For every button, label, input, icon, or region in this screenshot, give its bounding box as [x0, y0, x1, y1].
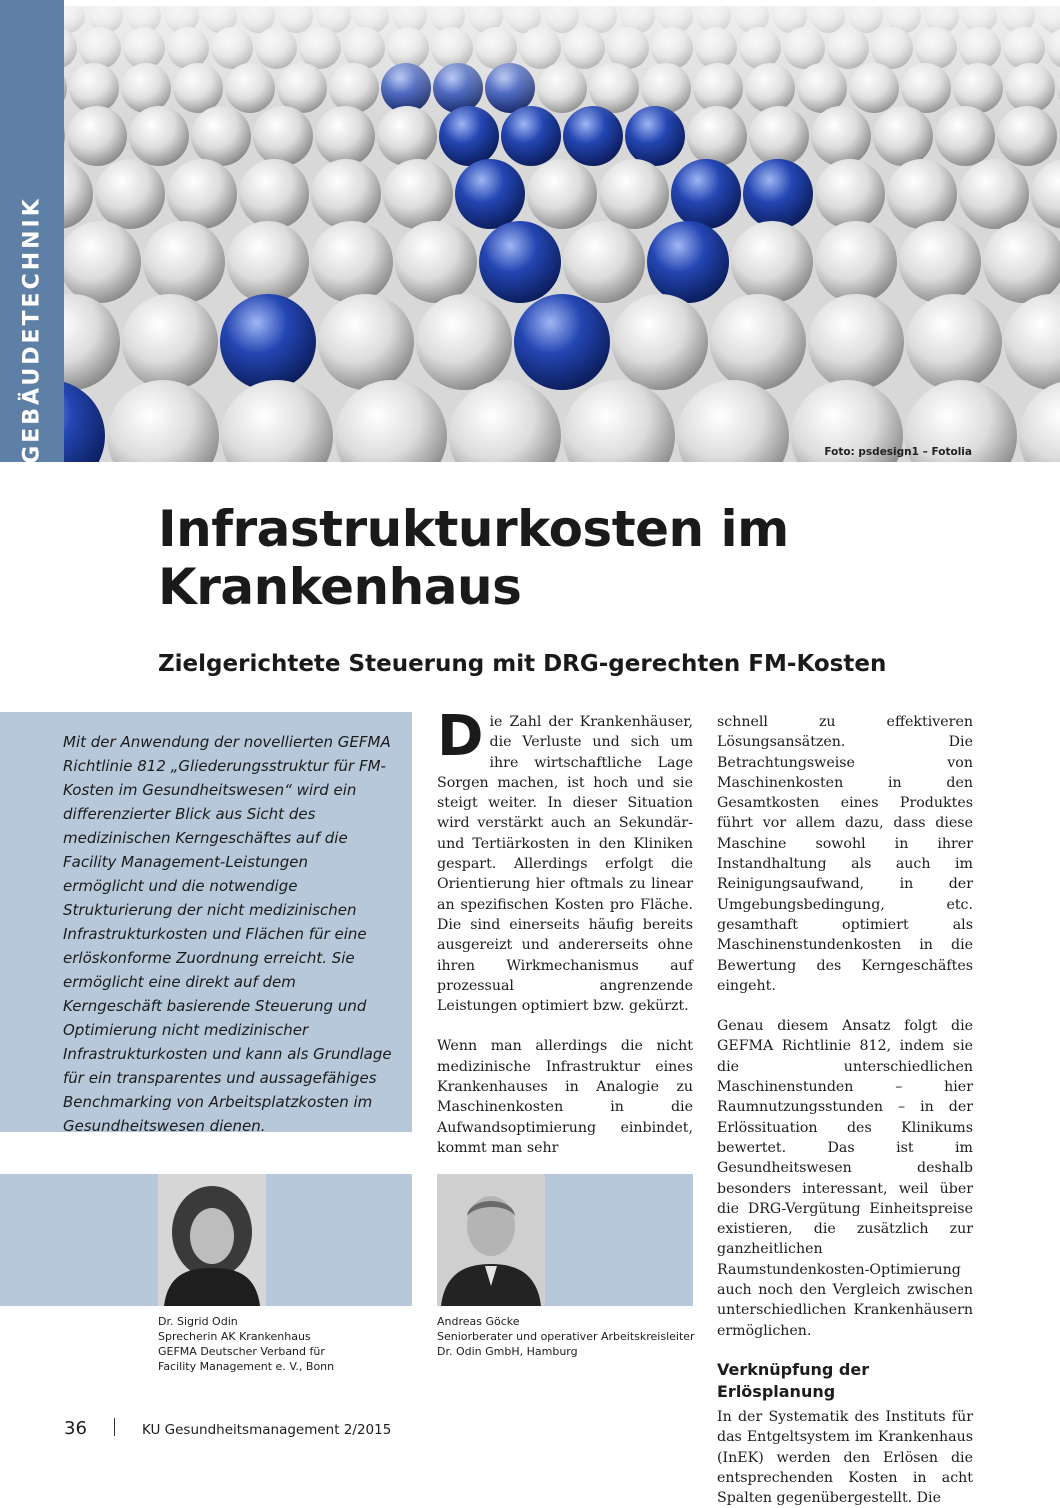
drop-cap: D [437, 704, 484, 769]
author-photo [437, 1174, 545, 1306]
paragraph: In der Systematik des Instituts für das Entgeltsystem im Krankenhaus (InEK) werden den Erlösen die entsprechenden Kosten in acht Spalten gegenübergestellt. Die [717, 1408, 973, 1507]
journal-name: KU Gesundheitsmanagement 2/2015 [142, 1422, 392, 1438]
hero-image [64, 6, 1060, 462]
text-column-2 [717, 712, 973, 1508]
footer-divider [114, 1418, 115, 1436]
abstract-box [0, 712, 412, 1135]
article-title: Infrastrukturkosten im Krankenhaus [158, 500, 789, 616]
author-photo [158, 1174, 266, 1306]
article-subtitle: Zielgerichtete Steuerung mit DRG-gerechten FM-Kosten [158, 651, 887, 677]
author-caption: Andreas Göcke Seniorberater und operativer Arbeitskreisleiter Dr. Odin GmbH, Hamburg [437, 1314, 707, 1359]
paragraph: Genau diesem Ansatz folgt die GEFMA Richtlinie 812, indem sie die unterschiedlichen Maschinenstunden – hier Raumnutzungsstunden – in der Erlössituation des Klinikums bewertet. Das ist im Gesundheitswesen deshalb besonders interessant, weil über die DRG-Vergütung Einheitspreise existieren, die zusätzlich zur ganzheitlichen Raumstundenkosten-Optimierung auch noch den Vergleich zwischen unterschiedlichen Krankenhäusern ermöglichen. [717, 1018, 973, 1339]
abstract-text: Mit der Anwendung der novellierten GEFMA Richtlinie 812 „Gliederungsstruktur für FM-Kosten im Gesundheitswesen“ wird ein differenzierter Blick aus Sicht des medizinischen Kerngeschäftes auf die Facility Management-Leistungen ermöglicht und die notwendige Strukturierung der nicht medizinischen Infrastrukturkosten und Flächen für eine erlöskonforme Zuordnung erreicht. Sie ermöglicht eine direkt auf dem Kerngeschäft basierende Steuerung und Optimierung nicht medizinischer Infrastrukturkosten und kann als Grundlage für ein transparentes und aussagefähiges Benchmarking von Arbeitsplatzkosten im Gesundheitswesen dienen. [63, 733, 392, 1135]
spheres-illustration [64, 6, 1060, 462]
text-column-1 [437, 704, 693, 1158]
author-caption: Dr. Sigrid Odin Sprecherin AK Krankenhaus GEFMA Deutscher Verband für Facility Management e. V., Bonn [158, 1314, 398, 1374]
paragraph: schnell zu effektiveren Lösungsansätzen. Die Betrachtungsweise von Maschinenkosten in den Gesamtkosten eines Produktes führt vor allem dazu, dass diese Maschine sowohl in ihrer Instandhaltung als auch im Reinigungsaufwand, in der Umgebungsbedingung, etc. gesamthaft optimiert als Maschinenstundenkosten in die Bewertung des Kerngeschäftes eingeht. [717, 714, 973, 994]
photo-credit: Foto: psdesign1 – Fotolia [824, 446, 972, 458]
section-tab [0, 0, 64, 462]
paragraph: Wenn man allerdings die nicht medizinische Infrastruktur eines Krankenhauses in Analogie zu Maschinenkosten in die Aufwandsoptimierung einbindet, kommt man sehr [437, 1038, 693, 1156]
section-label: GEBÄUDETECHNIK [19, 196, 45, 464]
section-heading: Verknüpfung der Erlösplanung [717, 1359, 870, 1401]
author-name: Dr. Sigrid Odin [158, 1315, 238, 1328]
page-number: 36 [64, 1418, 87, 1439]
author-name: Andreas Göcke [437, 1315, 520, 1328]
intro-paragraph: Die Zahl der Krankenhäuser, die Verluste und sich um ihre wirtschaftliche Lage Sorgen machen, ist hoch und sie steigt weiter. In dieser Situation wird verstärkt auch an Sekundär- und Tertiärkosten in den Kliniken gespart. Allerdings erfolgt die Orientierung hier oftmals zu linear an spezifischen Kosten pro Fläche. Die sind einerseits häufig bereits ausgereizt und andererseits ohne ihren Wirkmechanismus auf prozessual angrenzende Leistungen optimiert bzw. gekürzt. [437, 704, 693, 1015]
